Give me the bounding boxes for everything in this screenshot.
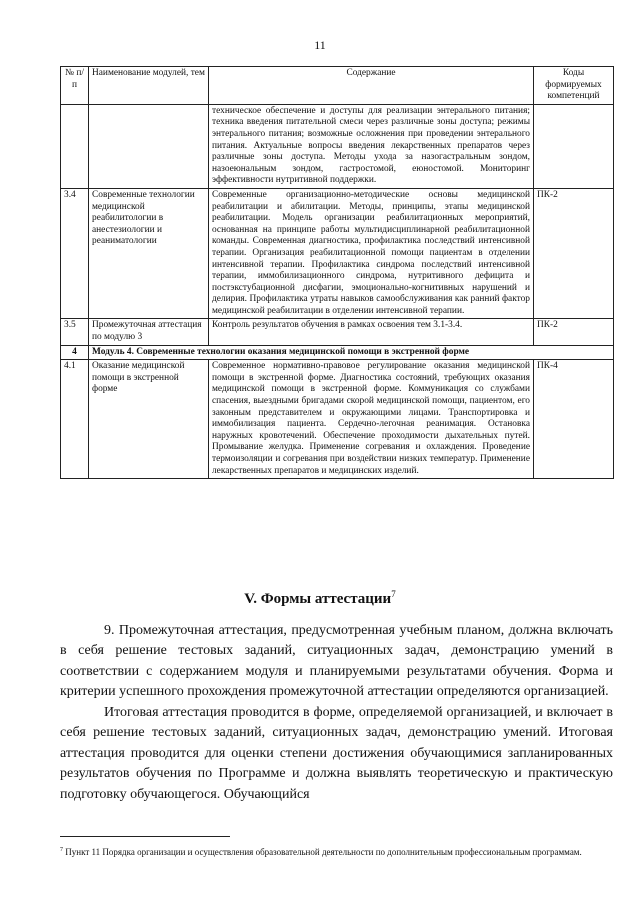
row-content: Современное нормативно-правовое регулирование оказания медицинской помощи в экстренной форме. Диагностика состояний, требующих оказания медицинской помощи в экстренной форме. Коммуникация со службами спасения, выездными бригадами скорой медицинской помощи, пациентом, его законным представителем и окружающими лицами. Транспортировка и иммобилизация пациента. Сердечно-легочная реанимация. Остановка наружных кровотечений. Обеспечение проходимости дыхательных путей. Промывание желудка. Применение согревания и охлаждения. Проведение термоизоляции и согревания при воздействии низких температур. Применение лекарственных препаратов и медицинских изделий. <box>209 360 534 479</box>
row-codes: ПК-2 <box>534 188 614 319</box>
row-codes: ПК-4 <box>534 360 614 479</box>
row-content: Современные организационно-методические основы медицинской реабилитации и абилитации. Методы, принципы, этапы медицинской реабилитации. Модель организации реабилитационных мероприятий, основанная на принципе работы мультидисциплинарной реабилитационной команды. Современная диагностика, профилактика последствий интенсивной терапии. Организация реабилитационной помощи пациентам в отделении интенсивной терапии. Профилактика синдрома последствий интенсивной терапии, иммобилизационного синдрома, нутритивного дефицита и постэкстубационной дисфагии, эмоционально-когнитивных нарушений и делирия. Профилактика утраты навыков самообслуживания как ранний фактор медицинской реабилитации в отделении интенсивной терапии. <box>209 188 534 319</box>
footnote-text: Пункт 11 Порядка организации и осуществления образовательной деятельности по дополнительным профессиональным программам. <box>63 847 582 857</box>
module-num: 4 <box>61 345 89 360</box>
row-name: Современные технологии медицинской реабилитологии в анестезиологии и реаниматологии <box>89 188 209 319</box>
table-header-row <box>61 67 614 105</box>
table-row <box>61 360 614 479</box>
row-num: 4.1 <box>61 360 89 479</box>
footnote <box>60 844 613 858</box>
row-name: Промежуточная аттестация по модулю 3 <box>89 319 209 345</box>
row-num: 3.4 <box>61 188 89 319</box>
header-codes: Коды формируемых компетенций <box>534 67 614 105</box>
row-name <box>89 104 209 188</box>
row-codes: ПК-2 <box>534 319 614 345</box>
section-title <box>0 589 640 608</box>
header-content: Содержание <box>209 67 534 105</box>
table-row <box>61 104 614 188</box>
footnote-reference: 7 <box>391 589 396 599</box>
section-title-text: V. Формы аттестации <box>244 591 392 607</box>
footnote-marker: 7 <box>60 847 63 853</box>
row-name: Оказание медицинской помощи в экстренной форме <box>89 360 209 479</box>
footnote-divider <box>60 836 230 837</box>
paragraph: Итоговая аттестация проводится в форме, определяемой организацией, и включает в себя решение тестовых заданий, ситуационных задач, демонстрацию умений. Итоговая аттестация проводится для оценки степени достижения обучающимися запланированных результатов обучения по Программе и должна выявлять теоретическую и практическую подготовку обучающегося. Обучающийся <box>60 705 613 802</box>
page-number: 11 <box>314 38 326 52</box>
row-content: техническое обеспечение и доступы для реализации энтерального питания; техника введения питательной смеси через различные зоны доступа; режимы энтерального питания; возможные осложнения при проведении энтерального питания. Актуальные вопросы введения лекарственных препаратов через различные зоны доступа. Методы ухода за назогастральным зондом, назоеюнальным зондом, гастростомой, еюностомой. Мониторинг эффективности нутритивной поддержки. <box>209 104 534 188</box>
module-row <box>61 345 614 360</box>
paragraph: 9. Промежуточная аттестация, предусмотренная учебным планом, должна включать в себя решение тестовых заданий, ситуационных задач, демонстрацию умений в соответствии с содержанием модуля и планируемыми результатами обучения. Форма и критерии успешного прохождения промежуточной аттестации определяются организацией. <box>60 623 613 700</box>
row-num: 3.5 <box>61 319 89 345</box>
table-row <box>61 188 614 319</box>
header-name: Наименование модулей, тем <box>89 67 209 105</box>
row-content: Контроль результатов обучения в рамках освоения тем 3.1-3.4. <box>209 319 534 345</box>
module-title: Модуль 4. Современные технологии оказания медицинской помощи в экстренной форме <box>89 345 614 360</box>
curriculum-table <box>60 66 614 479</box>
header-num: № п/п <box>61 67 89 105</box>
row-codes <box>534 104 614 188</box>
row-num <box>61 104 89 188</box>
table-row <box>61 319 614 345</box>
